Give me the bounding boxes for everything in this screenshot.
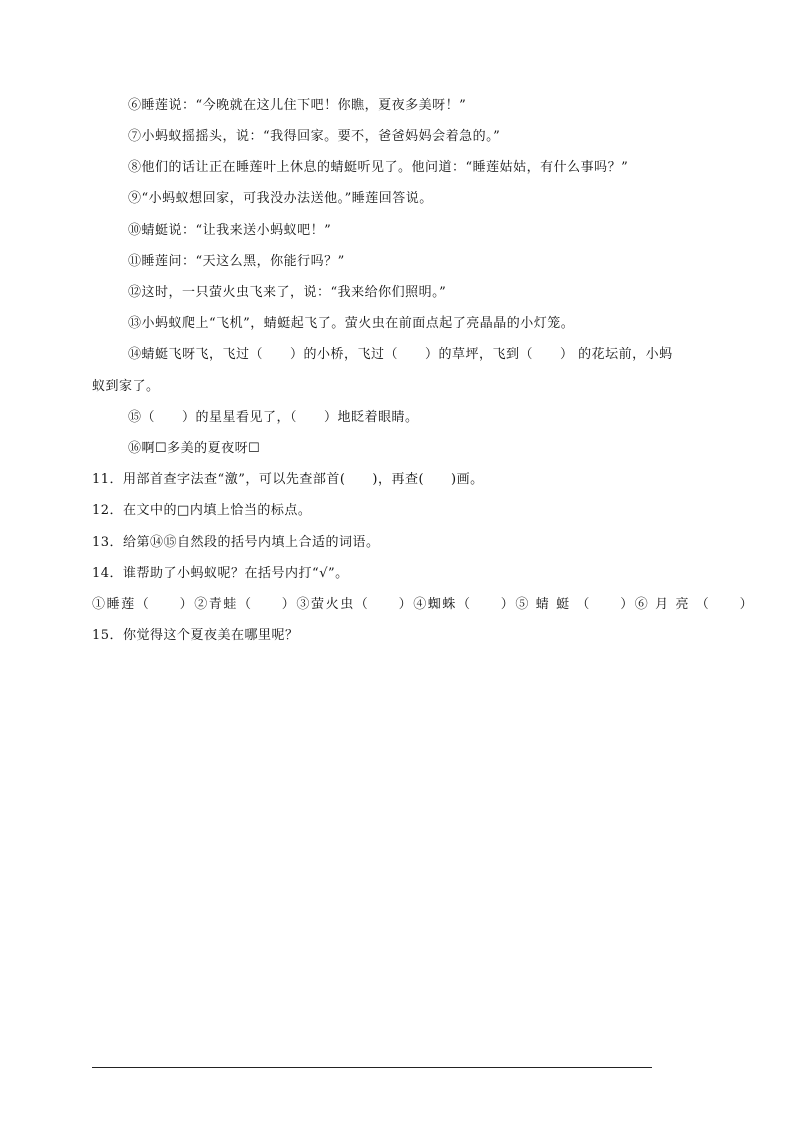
question-14: 14．谁帮助了小蚂蚁呢？在括号内打“√”。: [92, 566, 349, 581]
paragraph-7: ⑦小蚂蚁摇摇头，说：“我得回家。要不，爸爸妈妈会着急的。”: [128, 129, 501, 144]
question-14-options: ①睡莲（ ）②青蛙（ ）③萤火虫（ ）④蜘蛛（ ）⑤ 蜻 蜓 （ ）⑥ 月 亮 （ ）: [92, 597, 755, 612]
question-12: 12．在文中的□内填上恰当的标点。: [92, 503, 312, 518]
paragraph-9: ⑨“小蚂蚁想回家，可我没办法送他。”睡莲回答说。: [128, 191, 433, 206]
paragraph-13: ⑬小蚂蚁爬上“飞机”，蜻蜓起飞了。萤火虫在前面点起了亮晶晶的小灯笼。: [128, 316, 575, 331]
question-15: 15．你觉得这个夏夜美在哪里呢？: [92, 628, 299, 643]
paragraph-8: ⑧他们的话让正在睡莲叶上休息的蜻蜓听见了。他问道：“睡莲姑姑，有什么事吗？”: [128, 160, 629, 175]
footer-divider: [92, 1067, 652, 1068]
question-13: 13．给第⑭⑮自然段的括号内填上合适的词语。: [92, 535, 380, 550]
paragraph-10: ⑩蜻蜓说：“让我来送小蚂蚁吧！”: [128, 223, 332, 238]
paragraph-15: ⑮（ ）的星星看见了，（ ）地眨着眼睛。: [128, 410, 419, 425]
question-11: 11．用部首查字法查“激”，可以先查部首( )，再查( )画。: [92, 472, 484, 487]
paragraph-14-line-1: ⑭蜻蜓飞呀飞，飞过（ ）的小桥，飞过（ ）的草坪，飞到（ ） 的花坛前，小蚂: [128, 347, 673, 362]
paragraph-14-line-2: 蚁到家了。: [92, 379, 160, 394]
paragraph-12: ⑫这时，一只萤火虫飞来了，说：“我来给你们照明。”: [128, 285, 447, 300]
paragraph-6: ⑥睡莲说：“今晚就在这儿住下吧！你瞧，夏夜多美呀！”: [128, 98, 467, 113]
paragraph-16: ⑯啊☐多美的夏夜呀☐: [128, 441, 261, 456]
paragraph-11: ⑪睡莲问：“天这么黑，你能行吗？”: [128, 254, 345, 269]
